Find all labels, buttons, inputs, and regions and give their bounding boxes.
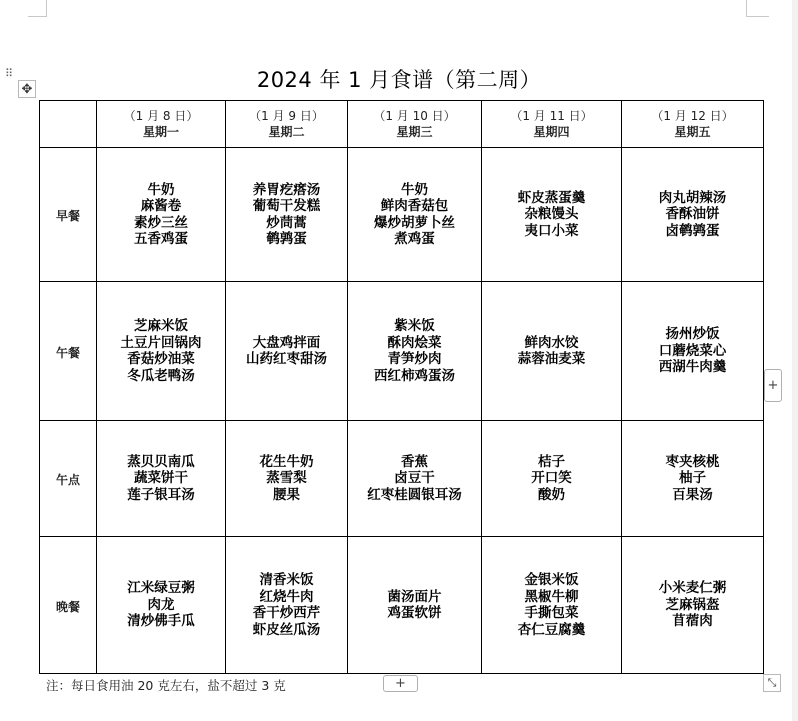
menu-cell bbox=[97, 282, 226, 421]
date-label: （1 月 9 日） bbox=[249, 109, 324, 123]
dish-item: 柚子 bbox=[679, 470, 706, 487]
dish-item: 蒜蓉油麦菜 bbox=[517, 351, 586, 367]
dish-item: 鹌鹑蛋 bbox=[266, 231, 307, 247]
dish-item: 紫米饭 bbox=[394, 318, 435, 334]
meal-label-cell bbox=[40, 148, 97, 282]
meal-row bbox=[40, 537, 764, 674]
dish-item: 菌汤面片 bbox=[387, 588, 442, 605]
menu-cell bbox=[97, 537, 226, 674]
dish-item: 腰果 bbox=[273, 486, 300, 503]
dish-item: 花生牛奶 bbox=[259, 453, 314, 470]
dish-item: 香蕉 bbox=[401, 453, 428, 470]
dish-item: 鸡蛋软饼 bbox=[387, 605, 442, 621]
menu-cell bbox=[226, 282, 348, 421]
dish-item: 苜蓿肉 bbox=[672, 613, 713, 630]
dish-item: 卤鹌鹑蛋 bbox=[665, 222, 720, 239]
dish-item: 麻酱卷 bbox=[140, 198, 182, 214]
table-move-icon[interactable]: ✥ bbox=[18, 80, 36, 98]
dish-item: 枣夹核桃 bbox=[665, 453, 720, 470]
dish-item: 虾皮丝瓜汤 bbox=[252, 621, 321, 638]
menu-cell bbox=[348, 421, 482, 537]
meal-label-cell bbox=[40, 421, 97, 537]
dish-item: 扬州炒饭 bbox=[665, 326, 720, 343]
menu-cell bbox=[622, 537, 764, 674]
drag-handle-icon[interactable]: ⠿ bbox=[5, 67, 13, 80]
menu-cell bbox=[622, 421, 764, 537]
menu-cell bbox=[348, 282, 482, 421]
menu-cell bbox=[226, 148, 348, 282]
dish-item: 蔬菜饼干 bbox=[134, 470, 188, 487]
meal-label-cell bbox=[40, 537, 97, 674]
menu-cell bbox=[482, 148, 622, 282]
dish-item: 香干炒西芹 bbox=[252, 605, 321, 621]
dish-item: 杂粮馒头 bbox=[524, 206, 579, 223]
menu-cell bbox=[482, 537, 622, 674]
date-label: （1 月 8 日） bbox=[123, 109, 199, 123]
dish-item: 杏仁豆腐羹 bbox=[517, 621, 586, 638]
meal-row bbox=[40, 148, 764, 282]
dish-item: 红烧牛肉 bbox=[259, 588, 314, 605]
dish-item: 手撕包菜 bbox=[524, 605, 579, 621]
dish-item: 牛奶 bbox=[401, 181, 428, 198]
dish-item: 炒茼蒿 bbox=[266, 214, 307, 231]
dish-item: 青笋炒肉 bbox=[387, 351, 442, 367]
meal-label: 晚餐 bbox=[55, 599, 80, 614]
dish-item: 爆炒胡萝卜丝 bbox=[374, 214, 455, 231]
dish-item: 山药红枣甜汤 bbox=[246, 351, 327, 367]
date-label: （1 月 10 日） bbox=[373, 109, 456, 123]
dish-item: 肉龙 bbox=[147, 596, 175, 613]
menu-cell bbox=[482, 421, 622, 537]
weekday-label: 星期四 bbox=[533, 125, 570, 139]
dish-item: 养胃疙瘩汤 bbox=[252, 181, 321, 198]
dish-item: 肉丸胡辣汤 bbox=[658, 189, 727, 206]
dish-item: 莲子银耳汤 bbox=[127, 486, 195, 503]
menu-cell bbox=[482, 282, 622, 421]
dish-item: 蒸贝贝南瓜 bbox=[127, 453, 195, 470]
dish-item: 蒸雪梨 bbox=[266, 470, 307, 487]
day-header-cell bbox=[226, 101, 348, 148]
scrollbar[interactable] bbox=[792, 0, 798, 721]
dish-item: 鲜肉香菇包 bbox=[380, 198, 449, 214]
dish-item: 小米麦仁粥 bbox=[658, 580, 727, 597]
dish-item: 冬瓜老鸭汤 bbox=[127, 367, 195, 384]
add-row-button[interactable]: + bbox=[383, 675, 418, 692]
dish-item: 西红柿鸡蛋汤 bbox=[374, 367, 455, 384]
dish-item: 葡萄干发糕 bbox=[252, 198, 321, 214]
add-column-button[interactable]: + bbox=[764, 369, 782, 402]
page-corner-mark-left bbox=[28, 0, 47, 17]
menu-table bbox=[39, 100, 764, 674]
dish-item: 口蘑烧菜心 bbox=[658, 342, 727, 359]
dish-item: 牛奶 bbox=[147, 181, 175, 198]
date-label: （1 月 11 日） bbox=[510, 109, 593, 123]
dish-item: 虾皮蒸蛋羹 bbox=[517, 189, 586, 206]
page-title: 2024 年 1 月食谱（第二周） bbox=[256, 68, 542, 92]
dish-item: 开口笑 bbox=[531, 470, 572, 487]
menu-cell bbox=[622, 282, 764, 421]
dish-item: 芝麻米饭 bbox=[134, 318, 188, 334]
footnote: 注：每日食用油 20 克左右，盐不超过 3 克 bbox=[46, 678, 286, 693]
weekday-label: 星期一 bbox=[142, 125, 179, 139]
day-header-cell bbox=[97, 101, 226, 148]
menu-cell bbox=[226, 537, 348, 674]
dish-item: 酸奶 bbox=[538, 486, 565, 503]
meal-row bbox=[40, 421, 764, 537]
menu-cell bbox=[622, 148, 764, 282]
weekday-label: 星期二 bbox=[268, 125, 305, 139]
day-header-cell bbox=[622, 101, 764, 148]
dish-item: 桔子 bbox=[538, 453, 565, 470]
weekday-label: 星期三 bbox=[396, 125, 433, 139]
dish-item: 香酥油饼 bbox=[665, 206, 720, 223]
dish-item: 红枣桂圆银耳汤 bbox=[367, 486, 462, 503]
dish-item: 西湖牛肉羹 bbox=[658, 359, 727, 376]
day-header-cell bbox=[482, 101, 622, 148]
dish-item: 酥肉烩菜 bbox=[387, 334, 442, 351]
dish-item: 大盘鸡拌面 bbox=[252, 334, 321, 351]
menu-cell bbox=[97, 148, 226, 282]
menu-cell bbox=[348, 148, 482, 282]
meal-row bbox=[40, 282, 764, 421]
page-corner-mark-right bbox=[746, 0, 769, 17]
date-label: （1 月 12 日） bbox=[651, 109, 734, 123]
dish-item: 黑椒牛柳 bbox=[524, 588, 579, 605]
dish-item: 卤豆干 bbox=[394, 470, 435, 487]
dish-item: 土豆片回锅肉 bbox=[120, 334, 202, 351]
corner-cell bbox=[40, 101, 97, 148]
menu-cell bbox=[97, 421, 226, 537]
header-row bbox=[40, 101, 764, 148]
dish-item: 五香鸡蛋 bbox=[134, 231, 188, 247]
dish-item: 百果汤 bbox=[672, 486, 713, 503]
meal-label: 早餐 bbox=[55, 209, 80, 223]
menu-cell bbox=[348, 537, 482, 674]
day-header-cell bbox=[348, 101, 482, 148]
dish-item: 芝麻锅盔 bbox=[665, 596, 720, 613]
dish-item: 鲜肉水饺 bbox=[524, 334, 579, 351]
meal-label: 午点 bbox=[55, 473, 80, 487]
weekday-label: 星期五 bbox=[674, 125, 711, 139]
dish-item: 清炒佛手瓜 bbox=[127, 613, 195, 630]
dish-item: 金银米饭 bbox=[524, 572, 579, 588]
table-resize-icon[interactable]: ⤡ bbox=[763, 674, 781, 692]
dish-item: 江米绿豆粥 bbox=[127, 580, 195, 597]
dish-item: 夷口小菜 bbox=[524, 222, 579, 239]
dish-item: 煮鸡蛋 bbox=[394, 231, 435, 247]
dish-item: 香菇炒油菜 bbox=[127, 351, 195, 367]
meal-label: 午餐 bbox=[55, 345, 80, 360]
dish-item: 素炒三丝 bbox=[134, 214, 188, 231]
dish-item: 清香米饭 bbox=[259, 572, 314, 588]
menu-cell bbox=[226, 421, 348, 537]
meal-label-cell bbox=[40, 282, 97, 421]
